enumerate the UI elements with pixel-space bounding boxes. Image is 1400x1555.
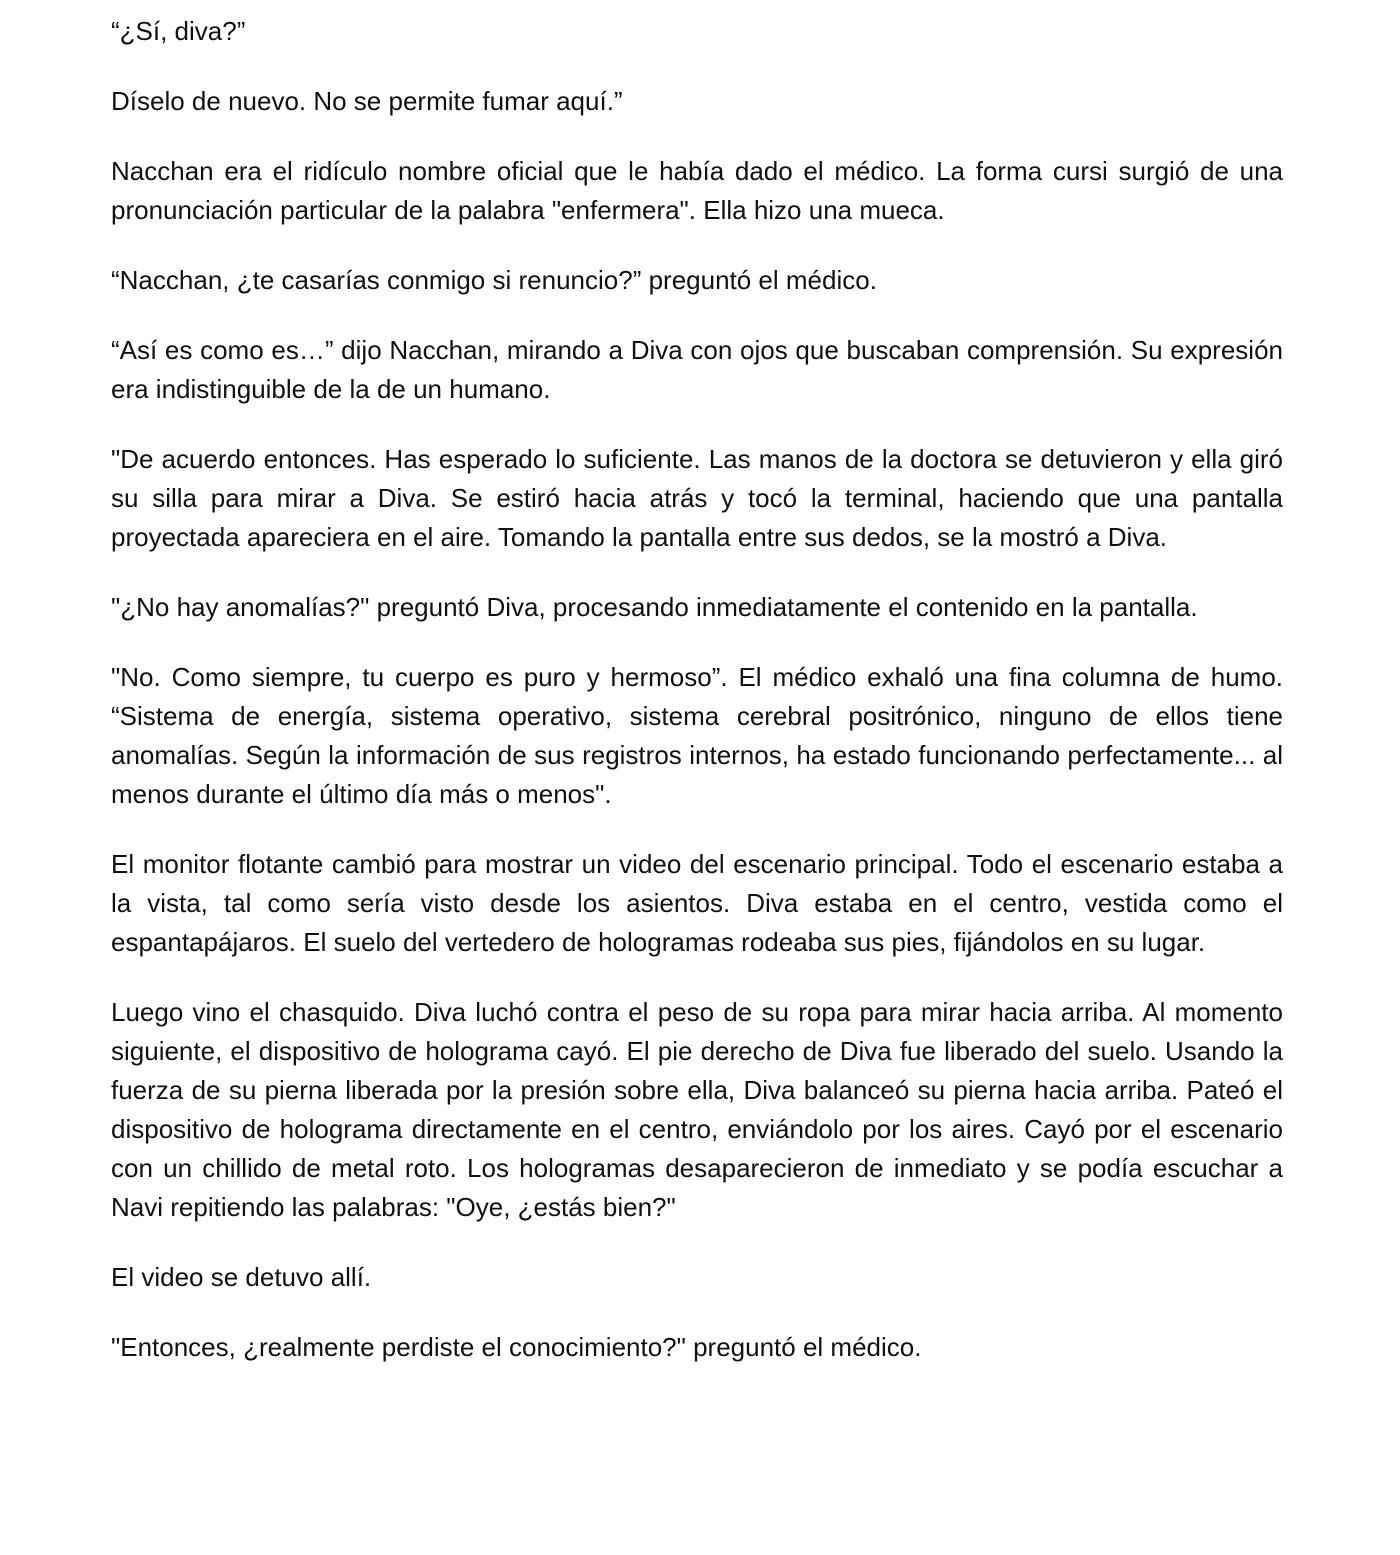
paragraph-5: “Así es como es…” dijo Nacchan, mirando a Diva con ojos que buscaban comprensión. Su expresión era indistinguible de la de un humano. <box>111 335 1283 404</box>
paragraph-12: "Entonces, ¿realmente perdiste el conocimiento?" preguntó el médico. <box>111 1332 922 1362</box>
paragraph-7: "¿No hay anomalías?" preguntó Diva, procesando inmediatamente el contenido en la pantalla. <box>111 592 1198 622</box>
paragraph-1: “¿Sí, diva?” <box>111 16 246 46</box>
paragraph-3: Nacchan era el ridículo nombre oficial que le había dado el médico. La forma cursi surgió de una pronunciación particular de la palabra "enfermera". Ella hizo una mueca. <box>111 156 1283 225</box>
paragraph-4: “Nacchan, ¿te casarías conmigo si renuncio?” preguntó el médico. <box>111 265 877 295</box>
paragraph-8: "No. Como siempre, tu cuerpo es puro y hermoso”. El médico exhaló una fina columna de humo. “Sistema de energía, sistema operativo, sistema cerebral positrónico, ninguno de ellos tiene anomalías. Según la información de sus registros internos, ha estado funcionando perfectamente... al menos durante el último día más o menos". <box>111 662 1283 809</box>
paragraph-10: Luego vino el chasquido. Diva luchó contra el peso de su ropa para mirar hacia arriba. Al momento siguiente, el dispositivo de holograma cayó. El pie derecho de Diva fue liberado del suelo. Usando la fuerza de su pierna liberada por la presión sobre ella, Diva balanceó su pierna hacia arriba. Pateó el dispositivo de holograma directamente en el centro, enviándolo por los aires. Cayó por el escenario con un chillido de metal roto. Los hologramas desaparecieron de inmediato y se podía escuchar a Navi repitiendo las palabras: "Oye, ¿estás bien?" <box>111 997 1283 1222</box>
paragraph-11: El video se detuvo allí. <box>111 1262 372 1292</box>
paragraph-9: El monitor flotante cambió para mostrar un video del escenario principal. Todo el escenario estaba a la vista, tal como sería visto desde los asientos. Diva estaba en el centro, vestida como el espantapájaros. El suelo del vertedero de hologramas rodeaba sus pies, fijándolos en su lugar. <box>111 849 1283 957</box>
document-page <box>111 12 1283 1367</box>
paragraph-6: "De acuerdo entonces. Has esperado lo suficiente. Las manos de la doctora se detuvieron y ella giró su silla para mirar a Diva. Se estiró hacia atrás y tocó la terminal, haciendo que una pantalla proyectada apareciera en el aire. Tomando la pantalla entre sus dedos, se la mostró a Diva. <box>111 444 1283 552</box>
paragraph-2: Díselo de nuevo. No se permite fumar aquí.” <box>111 86 623 116</box>
